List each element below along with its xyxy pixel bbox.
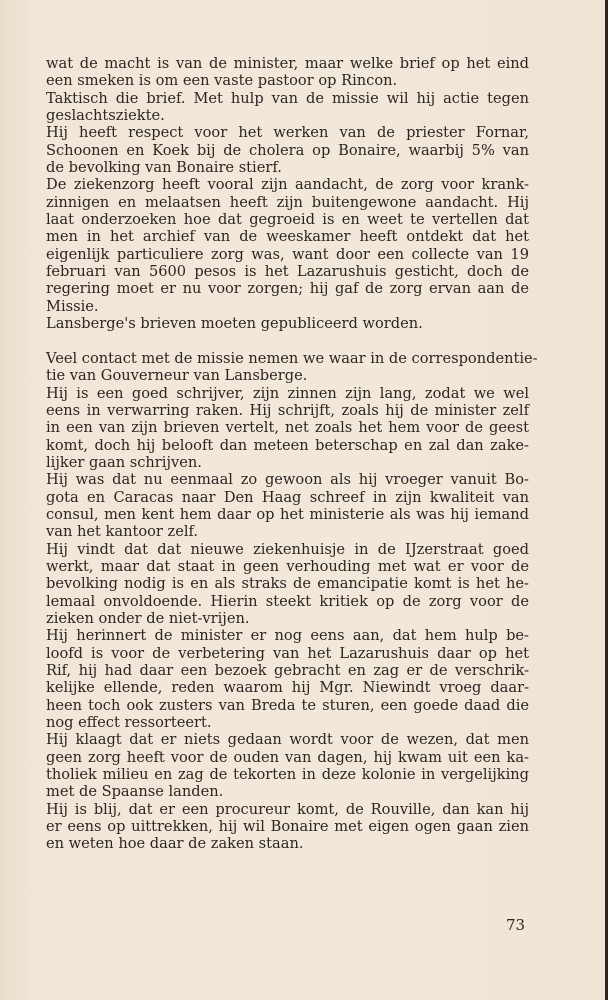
text-line: tholiek milieu en zag de tekorten in deze kolonie in vergelijking [46, 766, 529, 784]
text-line: bevolking nodig is en als straks de emancipatie komt is het he- [46, 575, 529, 593]
text-line: laat onderzoeken hoe dat gegroeid is en weet te vertellen dat [46, 211, 529, 229]
text-line: De ziekenzorg heeft vooral zijn aandacht, de zorg voor krank- [46, 176, 529, 194]
text-line: Hij is een goed schrijver, zijn zinnen zijn lang, zodat we wel [46, 384, 529, 402]
text-line: wat de macht is van de minister, maar welke brief op het eind [46, 55, 529, 72]
page-number: 73 [506, 916, 526, 934]
text-line: een smeken is om een vaste pastoor op Rincon. [46, 72, 398, 90]
body-text [46, 55, 538, 853]
text-line: lijker gaan schrijven. [46, 453, 202, 471]
text-line: Schoonen en Koek bij de cholera op Bonaire, waarbij 5% van [46, 141, 529, 159]
text-line: Rif, hij had daar een bezoek gebracht en zag er de verschrik- [46, 662, 529, 680]
text-line: de bevolking van Bonaire stierf. [46, 159, 282, 177]
text-line: Hij heeft respect voor het werken van de priester Fornar, [46, 124, 529, 142]
text-line: Hij klaagt dat er niets gedaan wordt voor de wezen, dat men [46, 731, 529, 749]
text-line: Hij vindt dat dat nieuwe ziekenhuisje in de IJzerstraat goed [46, 540, 529, 558]
text-line: zinnigen en melaatsen heeft zijn buitengewone aandacht. Hij [46, 193, 529, 211]
text-line: Hij is blij, dat er een procureur komt, de Rouville, dan kan hij [46, 800, 529, 818]
text-line: regering moet er nu voor zorgen; hij gaf de zorg ervan aan de [46, 280, 529, 298]
text-line: eens in verwarring raken. Hij schrijft, zoals hij de minister zelf [46, 401, 529, 419]
text-line: tie van Gouverneur van Lansberge. [46, 367, 308, 385]
text-line: geen zorg heeft voor de ouden van dagen, hij kwam uit een ka- [46, 748, 529, 766]
text-line: eigenlijk particuliere zorg was, want door een collecte van 19 [46, 245, 529, 263]
text-line: februari van 5600 pesos is het Lazarushuis gesticht, doch de [46, 263, 529, 281]
text-line: Veel contact met de missie nemen we waar in de correspondentie- [46, 349, 538, 367]
text-line: Lansberge's brieven moeten gepubliceerd worden. [46, 315, 423, 333]
text-line: van het kantoor zelf. [46, 523, 199, 541]
text-line: loofd is voor de verbetering van het Lazarushuis daar op het [46, 644, 529, 662]
text-line: gota en Caracas naar Den Haag schreef in zijn kwaliteit van [46, 488, 529, 506]
paragraph-gap [46, 333, 529, 350]
text-line: men in het archief van de weeskamer heeft ontdekt dat het [46, 228, 529, 246]
text-line: werkt, maar dat staat in geen verhouding met wat er voor de [46, 557, 529, 575]
text-line: kelijke ellende, reden waarom hij Mgr. Niewindt vroeg daar- [46, 679, 529, 697]
text-line: en weten hoe daar de zaken staan. [46, 835, 304, 853]
text-line: Hij was dat nu eenmaal zo gewoon als hij vroeger vanuit Bo- [46, 471, 529, 489]
text-line: in een van zijn brieven vertelt, net zoals het hem voor de geest [46, 419, 529, 437]
text-line: komt, doch hij belooft dan meteen beterschap en zal dan zake- [46, 436, 529, 454]
text-line: met de Spaanse landen. [46, 783, 224, 801]
text-line: Missie. [46, 297, 99, 315]
text-line: consul, men kent hem daar op het ministerie als was hij iemand [46, 505, 529, 523]
text-line: er eens op uittrekken, hij wil Bonaire met eigen ogen gaan zien [46, 818, 529, 836]
text-line: Hij herinnert de minister er nog eens aan, dat hem hulp be- [46, 627, 529, 645]
text-line: heen toch ook zusters van Breda te sturen, een goede daad die [46, 696, 529, 714]
text-line: nog effect ressorteert. [46, 714, 212, 732]
text-line: zieken onder de niet-vrijen. [46, 610, 250, 627]
text-line: lemaal onvoldoende. Hierin steekt kritiek op de zorg voor de [46, 592, 529, 610]
text-line: Taktisch die brief. Met hulp van de missie wil hij actie tegen [46, 89, 529, 107]
text-line: geslachtsziekte. [46, 107, 165, 125]
